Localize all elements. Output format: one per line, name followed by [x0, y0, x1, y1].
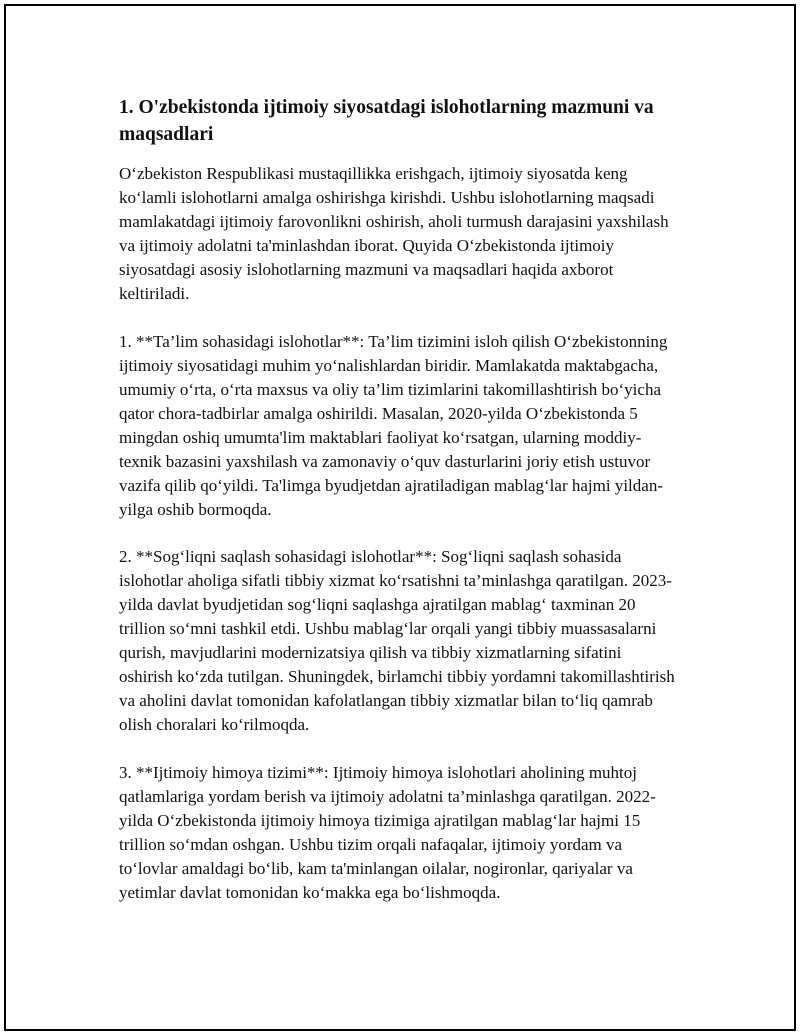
section-heading: 1. O'zbekistonda ijtimoiy siyosatdagi islohotlarning mazmuni va maqsadlari [119, 97, 654, 145]
document-page [4, 4, 796, 1031]
education-reform-paragraph: 1. **Ta’lim sohasidagi islohotlar**: Ta’lim tizimini isloh qilish O‘zbekistonning ijtimoiy siyosatidagi muhim yo‘nalishlardan biridir. Mamlakatda maktabgacha, umumiy o‘rta, o‘rta maxsus va oliy ta’lim tizimlarini takomillashtirish bo‘yicha qator chora-tadbirlar amalga oshirildi. Masalan, 2020-yilda O‘zbekistonda 5 mingdan oshiq umumta'lim maktablari faoliyat ko‘rsatgan, ularning moddiy-texnik bazasini yaxshilash va zamonaviy o‘quv dasturlarini joriy etish ustuvor vazifa qilib qo‘yildi. Ta'limga byudjetdan ajratiladigan mablag‘lar hajmi yildan-yilga oshib bormoqda. [119, 331, 668, 519]
document-content [119, 94, 679, 928]
social-protection-paragraph: 3. **Ijtimoiy himoya tizimi**: Ijtimoiy himoya islohotlari aholining muhtoj qatlamlariga yordam berish va ijtimoiy adolatni ta’minlashga qaratilgan. 2022-yilda O‘zbekistonda ijtimoiy himoya tizimiga ajratilgan mablag‘lar hajmi 15 trillion so‘mdan oshgan. Ushbu tizim orqali nafaqalar, ijtimoiy yordam va to‘lovlar amaldagi bo‘lib, kam ta'minlangan oilalar, nogironlar, qariyalar va yetimlar davlat tomonidan ko‘makka ega bo‘lishmoqda. [119, 762, 656, 902]
healthcare-reform-paragraph: 2. **Sog‘liqni saqlash sohasidagi islohotlar**: Sog‘liqni saqlash sohasida islohotlar aholiga sifatli tibbiy xizmat ko‘rsatishni ta’minlashga qaratilgan. 2023-yilda davlat byudjetidan sog‘liqni saqlashga ajratilgan mablag‘ taxminan 20 trillion so‘mni tashkil etdi. Ushbu mablag‘lar orqali yangi tibbiy muassasalarni qurish, mavjudlarini modernizatsiya qilish va tibbiy xizmatlarning sifatini oshirish ko‘zda tutilgan. Shuningdek, birlamchi tibbiy yordamni takomillashtirish va aholini davlat tomonidan kafolatlangan tibbiy xizmatlar bilan to‘liq qamrab olish choralari ko‘rilmoqda. [119, 547, 675, 734]
intro-paragraph: O‘zbekiston Respublikasi mustaqillikka erishgach, ijtimoiy siyosatda keng ko‘lamli islohotlarni amalga oshirishga kirishdi. Ushbu islohotlarning maqsadi mamlakatdagi ijtimoiy farovonlikni oshirish, aholi turmush darajasini yaxshilash va ijtimoiy adolatni ta'minlashdan iborat. Quyida O‘zbekistonda ijtimoiy siyosatdagi asosiy islohotlarning mazmuni va maqsadlari haqida axborot keltiriladi. [119, 164, 669, 303]
